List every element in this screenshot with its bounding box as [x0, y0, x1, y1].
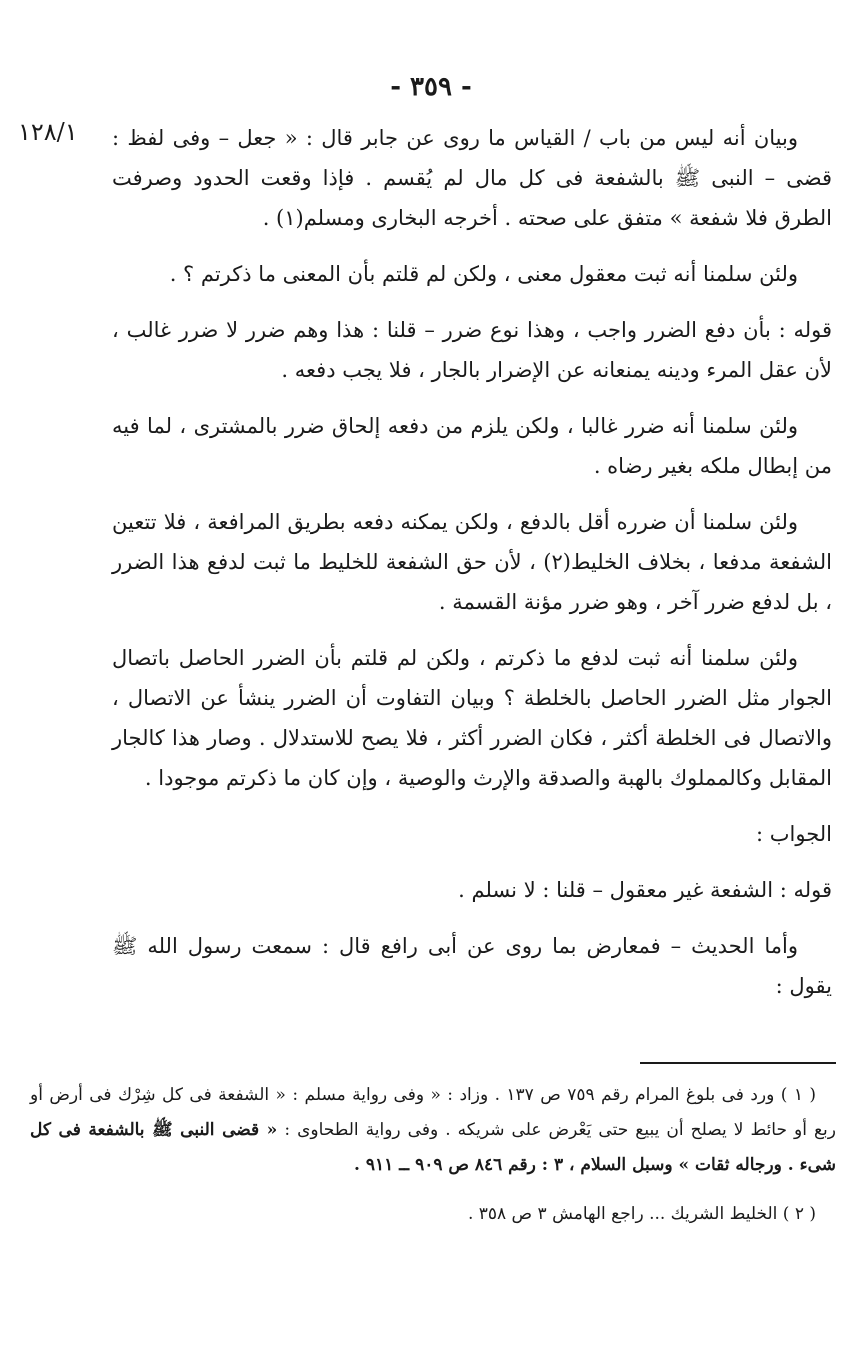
footnote-1-text: ( ١ ) ورد فى بلوغ المرام رقم ٧٥٩ ص ١٣٧ . وزاد : « وفى رواية مسلم : « الشفعة فى كل شِرْك فى أرض أو ربع أو حائط لا يصلح أن يبيع حتى يَعْرض على شريكه . وفى رواية الطحاوى : — [30, 1085, 836, 1140]
paragraph-5: ولئن سلمنا أن ضرره أقل بالدفع ، ولكن يمكنه دفعه بطريق المرافعة ، فلا تتعين الشفعة مدفعا ، بخلاف الخليط(٢) ، لأن حق الشفعة للخليط ما ثبت لدفع هذا الضرر ، بل لدفع ضرر آخر ، وهو ضرر مؤنة القسمة . — [112, 510, 832, 614]
paragraph-8: وأما الحديث – فمعارض بما روى عن أبى رافع قال : سمعت رسول الله ﷺ يقول : — [112, 934, 832, 998]
footnote-1 — [30, 1078, 836, 1183]
page-number: - ٣٥٩ - — [390, 72, 472, 102]
margin-reference: ١٢٨/١ — [18, 118, 78, 146]
paragraph-1: وبيان أنه ليس من باب / القياس ما روى عن جابر قال : « جعل – وفى لفظ : قضى – النبى ﷺ بالشفعة فى كل مال لم يُقسم . فإذا وقعت الحدود وصرفت الطرق فلا شفعة » متفق على صحته . أخرجه البخارى ومسلم(١) . — [112, 126, 832, 230]
paragraph-3: قوله : بأن دفع الضرر واجب ، وهذا نوع ضرر – قلنا : هذا وهم ضرر لا ضرر غالب ، لأن عقل المرء ودينه يمنعانه عن الإضرار بالجار ، فلا يجب دفعه . — [112, 318, 832, 382]
footnote-1-bold-text: « قضى النبى ﷺ بالشفعة فى كل شىء . ورجاله ثقات » وسبل السلام ، ٣ : رقم ٨٤٦ ص ٩٠٩ ــ ٩١١ . — [30, 1120, 836, 1175]
paragraph-7: قوله : الشفعة غير معقول – قلنا : لا نسلم . — [458, 878, 832, 902]
answer-heading: الجواب : — [756, 822, 832, 846]
footnotes — [30, 1078, 836, 1246]
main-text — [112, 118, 832, 1022]
footnote-2: ( ٢ ) الخليط الشريك ... راجع الهامش ٣ ص ٣٥٨ . — [467, 1204, 816, 1224]
paragraph-4: ولئن سلمنا أنه ضرر غالبا ، ولكن يلزم من دفعه إلحاق ضرر بالمشترى ، لما فيه من إبطال ملكه بغير رضاه . — [112, 414, 832, 478]
footnote-divider — [640, 1062, 836, 1064]
paragraph-6: ولئن سلمنا أنه ثبت لدفع ما ذكرتم ، ولكن لم قلتم بأن الضرر الحاصل باتصال الجوار مثل الضرر الحاصل بالخلطة ؟ وبيان التفاوت أن الضرر ينشأ عن الاتصال ، والاتصال فى الخلطة أكثر ، فكان الضرر أكثر ، فلا يصح للاستدلال . وصار هذا كالجار المقابل وكالمملوك بالهبة والصدقة والإرث والوصية ، وإن كان ما ذكرتم موجودا . — [112, 646, 832, 790]
paragraph-2: ولئن سلمنا أنه ثبت معقول معنى ، ولكن لم قلتم بأن المعنى ما ذكرتم ؟ . — [169, 262, 798, 286]
